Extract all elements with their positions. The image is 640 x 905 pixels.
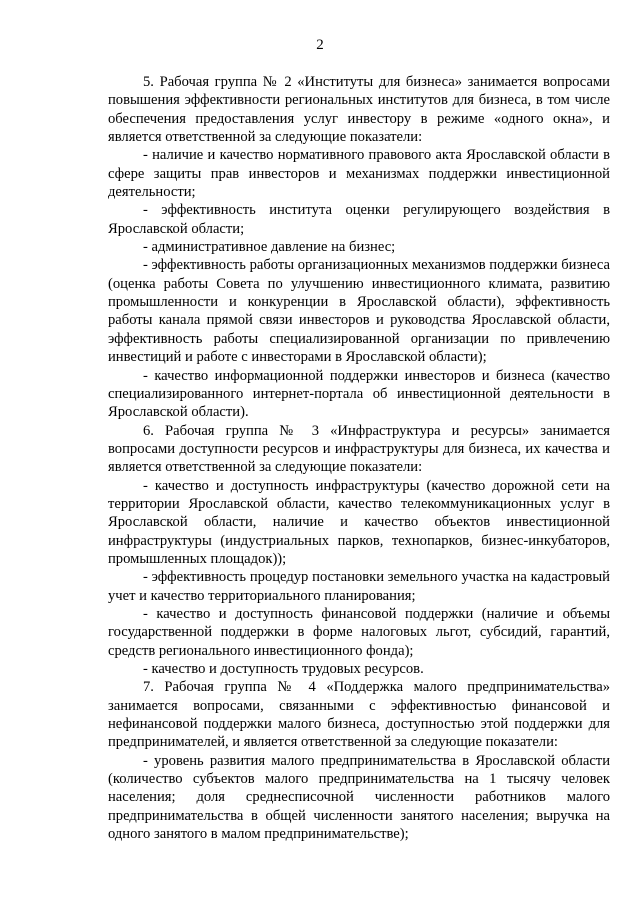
list-item: - эффективность процедур постановки земельного участка на кадастровый учет и качество территориального планирования; xyxy=(108,569,610,604)
paragraph-working-group-2: 5. Рабочая группа № 2 «Институты для бизнеса» занимается вопросами повышения эффективности региональных институтов для бизнеса, в том числе обеспечения предоставления услуг инвестору в режиме «одного окна», и является ответственной за следующие показатели: xyxy=(108,74,610,146)
list-item: - качество и доступность финансовой поддержки (наличие и объемы государственной поддержки в форме налоговых льгот, субсидий, гарантий, средств регионального инвестиционного фонда); xyxy=(108,605,610,659)
paragraph-working-group-4: 7. Рабочая группа № 4 «Поддержка малого предпринимательства» занимается вопросами, связанными с эффективностью финансовой и нефинансовой поддержки малого бизнеса, доступностью этой поддержки для предпринимателей, и является ответственной за следующие показатели: xyxy=(108,679,610,751)
list-item: - эффективность работы организационных механизмов поддержки бизнеса (оценка работы Совета по улучшению инвестиционного климата, развитию промышленности и конкуренции в Ярославской области), эффективность работы канала прямой связи инвесторов и руководства Ярославской области, эффективность работы специализированной организации по привлечению инвестиций и работе с инвесторами в Ярославской области); xyxy=(108,257,611,366)
list-item: - качество и доступность инфраструктуры (качество дорожной сети на территории Ярославской области, качество телекоммуникационных услуг в Ярославской области, наличие и качество объектов инвестиционной инфраструктуры (индустриальных парков, технопарков, бизнес-инкубаторов, промышленных площадок)); xyxy=(108,477,610,567)
paragraph-working-group-3: 6. Рабочая группа № 3 «Инфраструктура и ресурсы» занимается вопросами доступности ресурсов и инфраструктуры для бизнеса, их качества и является ответственной за следующие показатели: xyxy=(108,422,610,476)
list-item: - эффективность института оценки регулирующего воздействия в Ярославской области; xyxy=(108,202,610,237)
list-item: - наличие и качество нормативного правового акта Ярославской области в сфере защиты прав инвесторов и механизмах поддержки инвестиционной деятельности; xyxy=(108,147,610,201)
list-item: - уровень развития малого предпринимательства в Ярославской области (количество субъектов малого предпринимательства на 1 тысячу человек населения; доля среднесписочной численности работников малого предпринимательства в общей численности занятого населения; выручка на одного занятого в малом предпринимательстве); xyxy=(108,752,610,843)
page-number: 2 xyxy=(316,37,324,53)
list-item: - качество и доступность трудовых ресурсов. xyxy=(143,661,424,677)
list-item: - качество информационной поддержки инвесторов и бизнеса (качество специализированного интернет-портала об инвестиционной деятельности в Ярославской области). xyxy=(108,367,610,421)
list-item: - административное давление на бизнес; xyxy=(143,239,396,256)
document-body xyxy=(108,73,610,843)
